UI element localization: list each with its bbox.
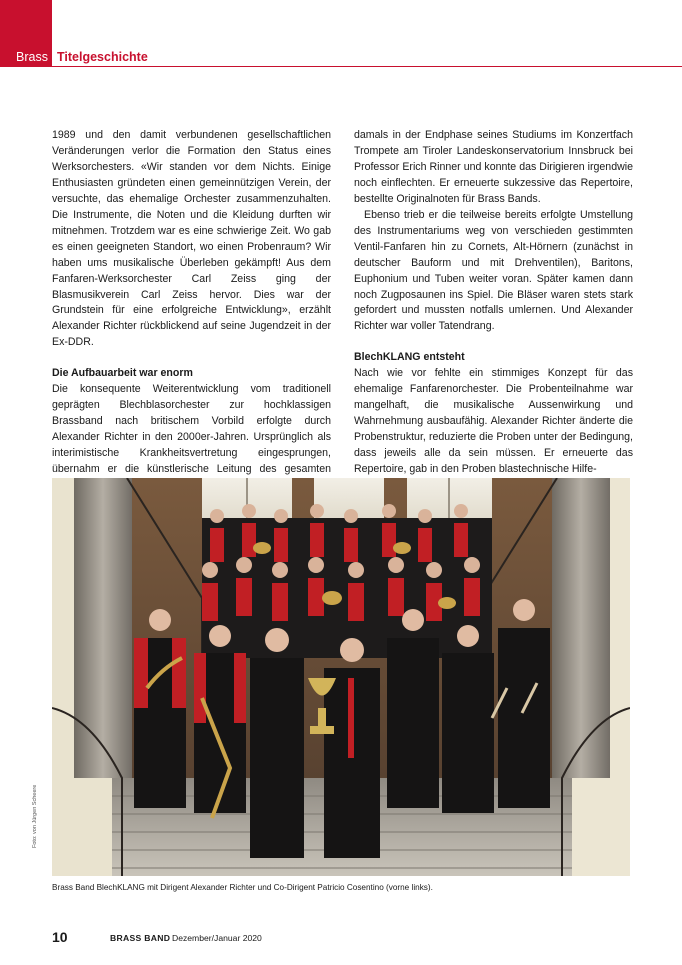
article-column-right [354,128,633,478]
paragraph: 1989 und den damit verbundenen gesellschaftlichen Veränderungen verlor die Formation den Status eines Werksorchesters. «Wir standen vor dem Nichts. Einige Enthusiasten gründeten einen gemeinnützigen Verein, der versuchte, das ehemalige Orchester zusammenzuhalten. Die Instrumente, die Noten und die Kleidung durften wir mitnehmen. Trotzdem war es eine schwierige Zeit. Wo gab es einen geeigneten Standort, wo einen Probenraum? Wir haben ums musikalische Überleben gekämpft! Aus dem Fanfaren-Werksorchester Carl Zeiss ging der Blasmusikverein Carl Zeiss hervor. Dies war der Grundstein für eine erfolgreiche Entwicklung», erzählt Alexander Richter rückblickend auf seine Jugendzeit in der Ex-DDR. [52,129,331,349]
paragraph: damals in der Endphase seines Studiums im Konzertfach Trompete am Tiroler Landeskonservatorium Innsbruck bei Professor Erich Rinner und konnte das Dirigieren irgendwie noch einflechten. Er erneuerte sukzessive das Repertoire, bestellte Originalnoten für Brass Bands. [354,129,633,205]
subheading: BlechKLANG entsteht [354,351,465,364]
band-photo-illustration [52,478,630,876]
magazine-name: BRASS BAND [110,933,171,943]
paragraph: Ebenso trieb er die teilweise bereits erfolgte Umstellung des Instrumentariums weg von verschieden gestimmten Ventil-Fanfaren hin zu Cornets, Alt-Hörnern (zunächst in deutscher Bauform und mit Drehventilen), Baritons, Euphonium und Tuben weiter voran. Später kamen dann noch Zugposaunen ins Spiel. Die Bläser waren stets stark gefordert und mussten notfalls umlernen. Und Alexander Richter war voller Tatendrang. [354,208,633,333]
band-group-photo [52,478,630,876]
paragraph: Nach wie vor fehlte ein stimmiges Konzept für das ehemalige Fanfarenorchester. Die Probenteilnahme war mangelhaft, die musikalische Aussenwirkung und Wahrnehmung ausbaufähig. Alexander Richter änderte die Probenstruktur, reduzierte die Proben unter der Bedingung, dass jeweils alle da sein müssen. Er erneuerte das Repertoire, gab in den Proben blastechnische Hilfe- [354,367,633,476]
section-label: Brass [16,50,48,64]
page-number: 10 [52,929,68,945]
photo-caption: Brass Band BlechKLANG mit Dirigent Alexander Richter und Co-Dirigent Patricio Cosentino (vorne links). [52,883,433,892]
photo-credit: Foto: von Jürgen Scheere [32,784,38,848]
paragraph: Die konsequente Weiterentwicklung vom traditionell geprägten Blechblasorchester zur hochklassigen Brassband nach britischem Vorbild erfolgte durch Alexander Richter in den 2000er-Jahren. Ursprünglich als interimistische Krankheitsvertretung eingesprungen, übernahm er die künstlerische Leitung des gesamten [52,383,331,476]
section-title: Titelgeschichte [57,50,148,64]
header-rule [52,66,682,67]
subheading: Die Aufbauarbeit war enorm [52,367,193,380]
issue-date: Dezember/Januar 2020 [172,933,262,943]
article-column-left [52,128,331,494]
